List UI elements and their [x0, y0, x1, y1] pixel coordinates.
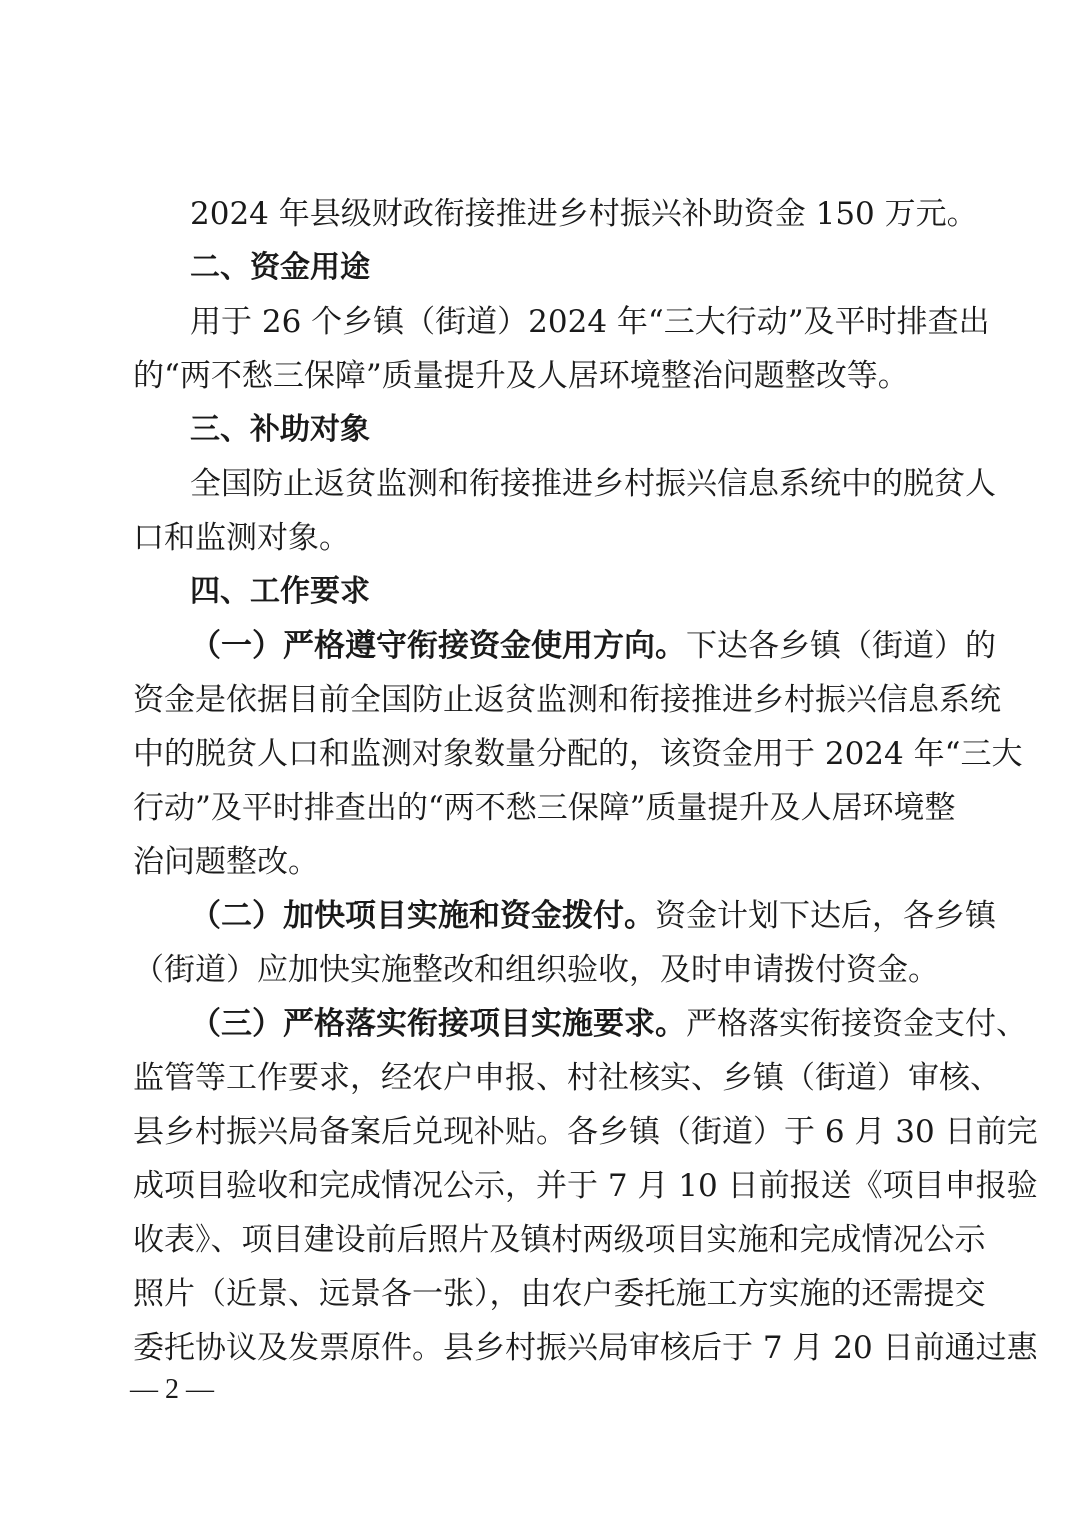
paragraph-text: 下达各乡镇（街道）的	[686, 628, 996, 664]
section-heading: 四、工作要求	[190, 574, 370, 609]
body-line: 2024 年县级财政衔接推进乡村振兴补助资金 150 万元。	[190, 196, 978, 232]
paragraph-text: 严格落实衔接资金支付、	[686, 1006, 1027, 1042]
body-line: 资金是依据目前全国防止返贫监测和衔接推进乡村振兴信息系统	[133, 682, 1001, 718]
body-line: （街道）应加快实施整改和组织验收，及时申请拨付资金。	[133, 952, 939, 988]
section-heading: 二、资金用途	[190, 250, 370, 285]
paragraph-first-line	[190, 1004, 1027, 1044]
body-line: 委托协议及发票原件。县乡村振兴局审核后于 7 月 20 日前通过惠	[133, 1330, 1038, 1366]
section-heading: 三、补助对象	[190, 412, 370, 447]
page-number: — 2 —	[130, 1374, 214, 1405]
body-line: 全国防止返贫监测和衔接推进乡村振兴信息系统中的脱贫人	[190, 466, 996, 502]
paragraph-lead: （二）加快项目实施和资金拨付。	[190, 898, 655, 934]
paragraph-lead: （三）严格落实衔接项目实施要求。	[190, 1006, 686, 1042]
paragraph-first-line	[190, 626, 996, 666]
paragraph-lead: （一）严格遵守衔接资金使用方向。	[190, 628, 686, 664]
body-line: 收表》、项目建设前后照片及镇村两级项目实施和完成情况公示	[133, 1222, 986, 1258]
body-line: 成项目验收和完成情况公示，并于 7 月 10 日前报送《项目申报验	[133, 1168, 1038, 1204]
body-line: 中的脱贫人口和监测对象数量分配的，该资金用于 2024 年“三大	[133, 736, 1023, 772]
paragraph-first-line	[190, 896, 996, 936]
body-line: 照片（近景、远景各一张），由农户委托施工方实施的还需提交	[133, 1276, 986, 1312]
body-line: 治问题整改。	[133, 844, 319, 880]
body-line: 县乡村振兴局备案后兑现补贴。各乡镇（街道）于 6 月 30 日前完	[133, 1114, 1038, 1150]
body-line: 行动”及平时排查出的“两不愁三保障”质量提升及人居环境整	[133, 790, 956, 826]
body-line: 监管等工作要求，经农户申报、村社核实、乡镇（街道）审核、	[133, 1060, 1001, 1096]
body-line: 的“两不愁三保障”质量提升及人居环境整治问题整改等。	[133, 358, 909, 394]
body-line: 用于 26 个乡镇（街道）2024 年“三大行动”及平时排查出	[190, 304, 990, 340]
body-line: 口和监测对象。	[133, 520, 350, 556]
paragraph-text: 资金计划下达后，各乡镇	[655, 898, 996, 934]
